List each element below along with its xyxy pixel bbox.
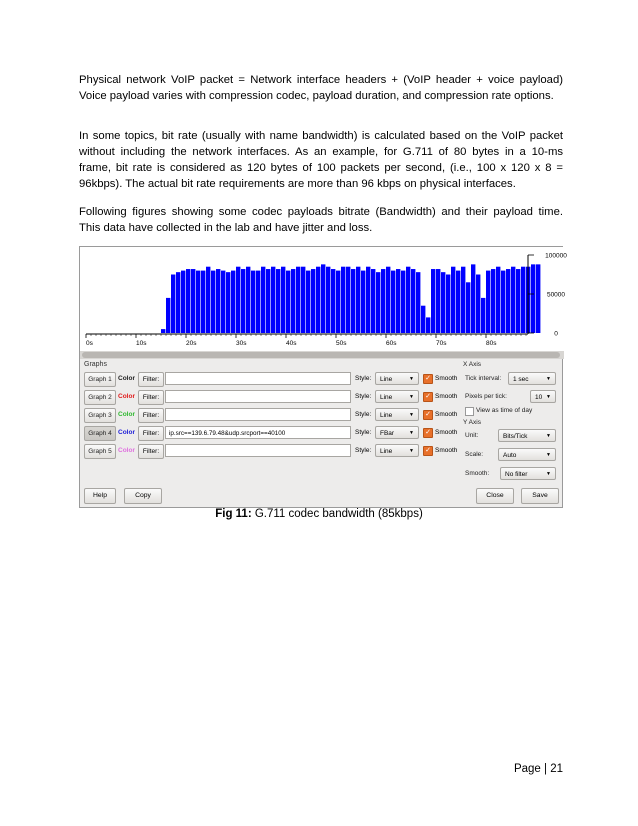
graph-5-button[interactable]: Graph 5 [84, 444, 116, 459]
graph-2-filter-input[interactable] [165, 390, 351, 403]
chart-bar [506, 269, 510, 333]
chevron-down-icon: ▼ [409, 376, 414, 382]
scale-select[interactable] [498, 448, 556, 461]
graph-1-style-select[interactable] [375, 372, 419, 385]
x-tick-label: 40s [286, 340, 297, 347]
select-value: Line [380, 448, 393, 455]
chart-bar [171, 275, 175, 334]
y-tick-label: 50000 [546, 291, 566, 299]
graph-5-filter-input[interactable] [165, 444, 351, 457]
chart-bar [201, 271, 205, 333]
x-tick-label: 80s [486, 340, 497, 347]
chart-bar [516, 269, 520, 333]
text-line: frame, bit rate is considered as 120 bytes of 100 packets per second, (i.e., 100 x 120 x 8 = [79, 162, 563, 174]
select-value: Line [380, 412, 393, 419]
chart-bar [491, 269, 495, 333]
io-graph-screenshot [79, 246, 567, 508]
chevron-down-icon: ▼ [546, 376, 551, 382]
graph-3-button[interactable]: Graph 3 [84, 408, 116, 423]
x-axis-title: X Axis [463, 361, 482, 368]
tick-interval-label: Tick interval: [465, 375, 502, 382]
chart-bar [361, 271, 365, 333]
graph-4-filter-button[interactable]: Filter: [138, 426, 164, 441]
chevron-down-icon: ▼ [546, 452, 551, 458]
text-line: without including the network interfaces. As an example, for G.711 of 80 bytes in a 10-ms [79, 146, 563, 158]
caption-prefix: Fig 11: [215, 508, 252, 520]
text-line: This data have collected in the lab and have jitter and loss. [79, 222, 373, 234]
graph-1-button[interactable]: Graph 1 [84, 372, 116, 387]
scale-label: Scale: [465, 451, 484, 458]
chart-bar [191, 269, 195, 333]
chart-bar [336, 271, 340, 333]
unit-select[interactable] [498, 429, 556, 442]
graph-3-style-label: Style: [355, 411, 372, 418]
pixels-per-tick-label: Pixels per tick: [465, 393, 507, 400]
page-number: Page | 21 [513, 763, 563, 775]
select-value: 1 sec [513, 376, 529, 383]
chart-bar [251, 271, 255, 333]
chart-bar [261, 267, 265, 333]
graph-1-style-label: Style: [355, 375, 372, 382]
chart-bar [461, 267, 465, 333]
select-value: FBar [380, 430, 395, 437]
chart-bar [291, 269, 295, 333]
graph-3-smooth-label: Smooth [435, 411, 458, 418]
chart-bar [161, 329, 165, 333]
paragraph-bitrate [79, 128, 563, 192]
chart-bar [386, 267, 390, 333]
text-line: Voice payload varies with compression codec, payload duration, and compression rate options. [79, 90, 554, 102]
chart-bar [531, 264, 535, 333]
chart-bar [321, 264, 325, 333]
graph-1-color[interactable]: Color [118, 375, 135, 382]
x-tick-label: 10s [136, 340, 147, 347]
paragraph-packet-definition [79, 72, 563, 104]
chart-bar [236, 267, 240, 333]
chart-bar [401, 271, 405, 333]
chevron-down-icon: ▼ [409, 394, 414, 400]
graph-2-style-select[interactable] [375, 390, 419, 403]
close-button[interactable]: Close [476, 488, 514, 504]
graph-1-filter-button[interactable]: Filter: [138, 372, 164, 387]
graph-5-color[interactable]: Color [118, 447, 135, 454]
chevron-down-icon: ▼ [546, 394, 551, 400]
chart-bar [486, 271, 490, 333]
chart-bar [276, 269, 280, 333]
tick-interval-select[interactable] [508, 372, 556, 385]
chart-bar [176, 272, 180, 333]
chart-bar [326, 267, 330, 333]
graph-2-smooth-checkbox[interactable]: ✓ [423, 392, 433, 402]
chevron-down-icon: ▼ [409, 430, 414, 436]
x-tick-label: 70s [436, 340, 447, 347]
chart-bar [376, 272, 380, 333]
chart-bar [246, 267, 250, 333]
chart-bar [471, 264, 475, 333]
chart-bar [396, 269, 400, 333]
chart-bar [511, 267, 515, 333]
x-tick-label: 20s [186, 340, 197, 347]
graph-5-smooth-label: Smooth [435, 447, 458, 454]
chart-bar [431, 269, 435, 333]
graph-2-color[interactable]: Color [118, 393, 135, 400]
chart-bar [316, 267, 320, 333]
chart-bar [351, 269, 355, 333]
help-button[interactable]: Help [84, 488, 116, 504]
y-axis-title: Y Axis [463, 419, 481, 426]
bandwidth-chart [80, 247, 567, 351]
x-tick-label: 50s [336, 340, 347, 347]
graph-3-filter-button[interactable]: Filter: [138, 408, 164, 423]
graph-2-smooth-label: Smooth [435, 393, 458, 400]
chart-bar [241, 269, 245, 333]
chart-bar [366, 267, 370, 333]
text-line: In some topics, bit rate (usually with name bandwidth) is calculated based on the VoIP packet [79, 130, 563, 142]
chart-bar [226, 272, 230, 333]
chart-bar [456, 271, 460, 333]
select-value: Line [380, 394, 393, 401]
chart-bar [216, 269, 220, 333]
copy-button[interactable]: Copy [124, 488, 162, 504]
chart-bar [436, 269, 440, 333]
text-line: 96kbps). The actual bit rate requirements are more than 96 kbps on physical interfaces. [79, 178, 516, 190]
chart-bar [441, 272, 445, 333]
chart-bar [311, 269, 315, 333]
chevron-down-icon: ▼ [409, 412, 414, 418]
graph-5-style-label: Style: [355, 447, 372, 454]
chart-bar [356, 267, 360, 333]
chart-bar [271, 267, 275, 333]
chevron-down-icon: ▼ [409, 448, 414, 454]
chart-bar [521, 267, 525, 333]
graph-3-style-select[interactable] [375, 408, 419, 421]
graph-5-smooth-checkbox[interactable]: ✓ [423, 446, 433, 456]
chart-bar [211, 271, 215, 333]
graph-4-style-select[interactable] [375, 426, 419, 439]
caption-text: G.711 codec bandwidth (85kbps) [251, 508, 423, 520]
select-value: Line [380, 376, 393, 383]
chart-bar [381, 269, 385, 333]
chart-bar [186, 269, 190, 333]
io-graph-plot [80, 247, 567, 351]
graph-4-smooth-checkbox[interactable]: ✓ [423, 428, 433, 438]
chart-bar [446, 275, 450, 334]
chart-bar [496, 267, 500, 333]
chart-bar [331, 269, 335, 333]
chart-bar [411, 269, 415, 333]
chart-bar [481, 298, 485, 333]
select-value: Bits/Tick [503, 433, 528, 440]
view-as-time-checkbox[interactable] [465, 407, 474, 416]
smooth-filter-select[interactable] [500, 467, 556, 480]
graph-2-style-label: Style: [355, 393, 372, 400]
chart-bar [256, 271, 260, 333]
chart-bar [341, 267, 345, 333]
graph-3-color[interactable]: Color [118, 411, 135, 418]
chart-bar [166, 298, 170, 333]
scrollbar-thumb[interactable] [82, 352, 560, 358]
y-tick-label: 0 [554, 330, 558, 338]
paragraph-figures-intro [79, 204, 563, 236]
smooth-label: Smooth: [465, 470, 490, 477]
chart-bar [426, 317, 430, 333]
chart-bar [306, 271, 310, 333]
chart-bar [476, 275, 480, 334]
x-tick-label: 0s [86, 340, 93, 347]
graph-2-filter-button[interactable]: Filter: [138, 390, 164, 405]
chart-bar [286, 271, 290, 333]
graph-1-filter-input[interactable] [165, 372, 351, 385]
select-value: Auto [503, 452, 517, 459]
chart-bar [266, 269, 270, 333]
chart-bar [406, 267, 410, 333]
chevron-down-icon: ▼ [546, 471, 551, 477]
y-tick-label: 100000 [545, 252, 567, 260]
chart-bar [221, 271, 225, 333]
graphs-group-title: Graphs [84, 361, 107, 368]
view-as-time-label: View as time of day [476, 407, 533, 414]
graph-5-style-select[interactable] [375, 444, 419, 457]
graph-4-color[interactable]: Color [118, 429, 135, 436]
graph-4-button[interactable]: Graph 4 [84, 426, 116, 441]
chart-bar [181, 271, 185, 333]
graph-1-smooth-label: Smooth [435, 375, 458, 382]
unit-label: Unit: [465, 432, 479, 439]
chart-bar [416, 272, 420, 333]
chart-bar [296, 267, 300, 333]
graph-4-style-label: Style: [355, 429, 372, 436]
chart-bar [421, 306, 425, 333]
horizontal-scrollbar[interactable] [80, 351, 564, 359]
chart-bar [206, 267, 210, 333]
graph-3-filter-input[interactable] [165, 408, 351, 421]
chart-bar [371, 269, 375, 333]
select-value: 10 [535, 394, 543, 401]
graph-1-smooth-checkbox[interactable]: ✓ [423, 374, 433, 384]
graph-5-filter-button[interactable]: Filter: [138, 444, 164, 459]
chart-bar [391, 271, 395, 333]
pixels-per-tick-select[interactable] [530, 390, 556, 403]
select-value: No filter [505, 471, 528, 478]
graph-4-filter-input[interactable]: ip.src==139.6.79.48&udp.srcport==40100 [165, 426, 351, 439]
graph-3-smooth-checkbox[interactable]: ✓ [423, 410, 433, 420]
chevron-down-icon: ▼ [546, 433, 551, 439]
graph-2-button[interactable]: Graph 2 [84, 390, 116, 405]
chart-bar [301, 267, 305, 333]
text-line: Following figures showing some codec payloads bitrate (Bandwidth) and their payload time. [79, 206, 563, 218]
chart-bar [346, 267, 350, 333]
chart-bar [281, 267, 285, 333]
text-line: Physical network VoIP packet = Network interface headers + (VoIP header + voice payload) [79, 74, 563, 86]
chart-bar [536, 264, 540, 333]
graph-4-smooth-label: Smooth [435, 429, 458, 436]
chart-bar [451, 267, 455, 333]
chart-bar [466, 282, 470, 333]
x-tick-label: 30s [236, 340, 247, 347]
chart-bar [501, 271, 505, 333]
chart-bar [231, 271, 235, 333]
save-button[interactable]: Save [521, 488, 559, 504]
x-tick-label: 60s [386, 340, 397, 347]
chart-bar [196, 271, 200, 333]
figure-caption [0, 508, 638, 520]
